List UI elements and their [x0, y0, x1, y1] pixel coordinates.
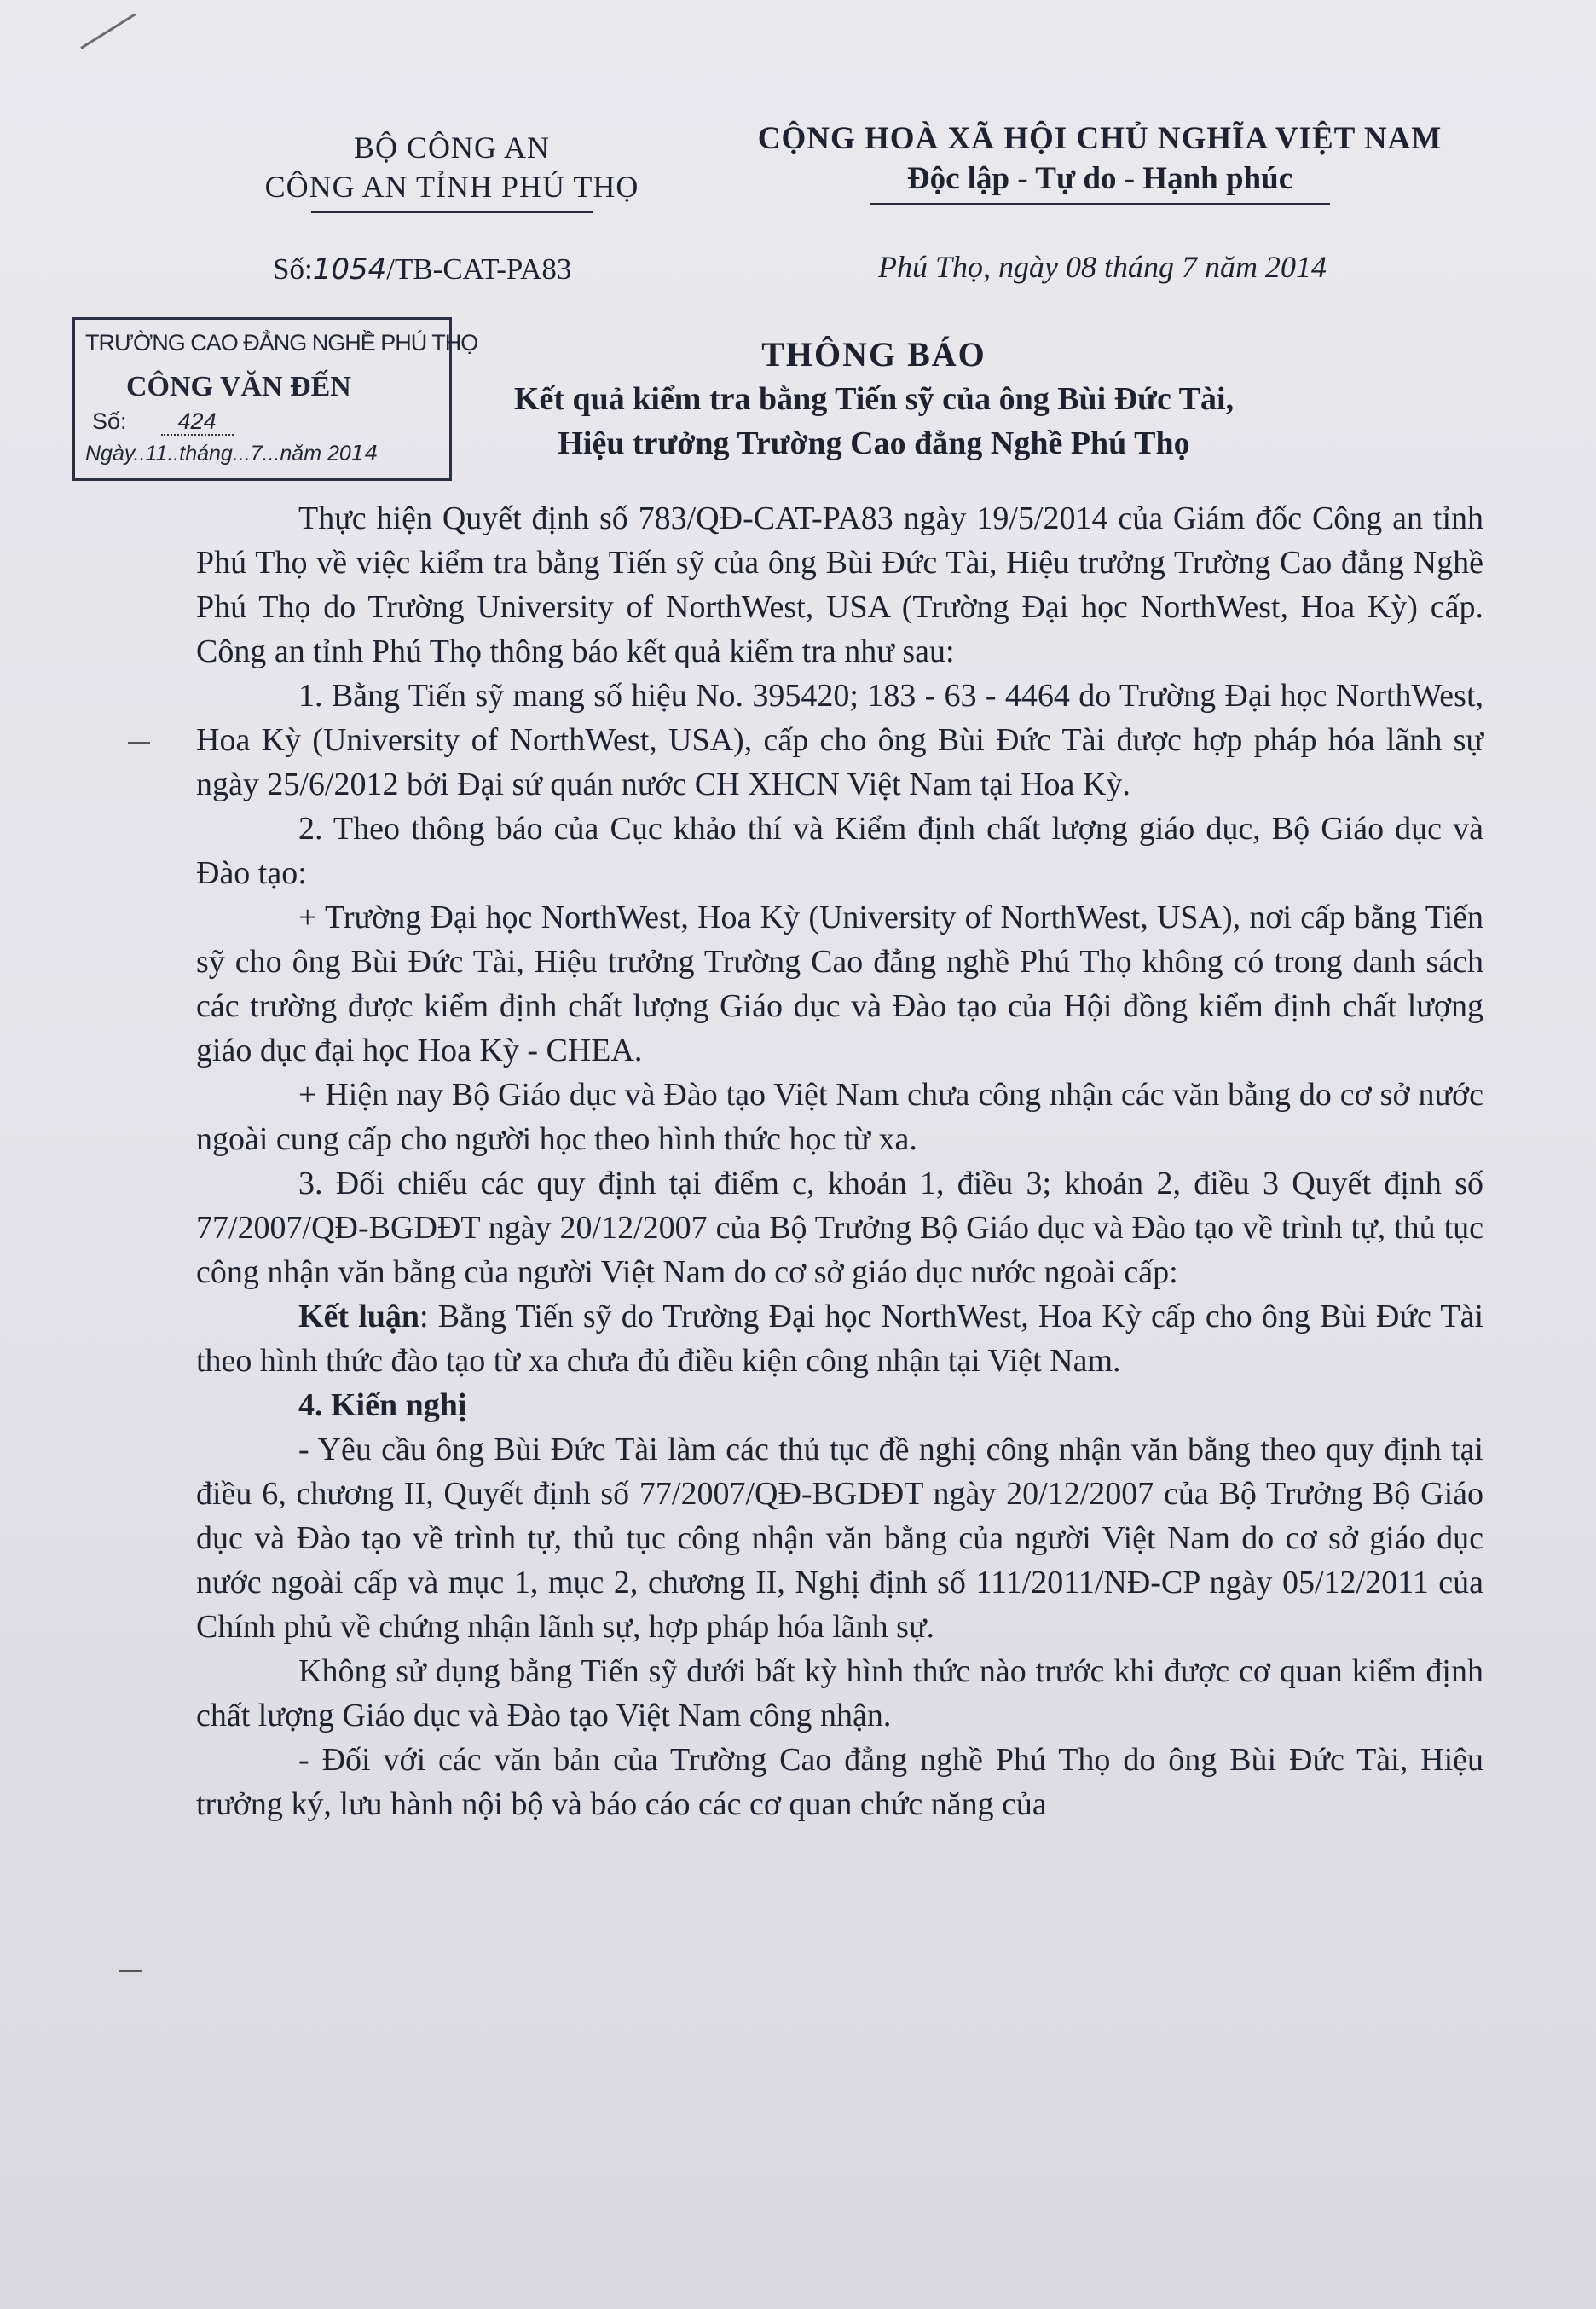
paragraph-intro: Thực hiện Quyết định số 783/QĐ-CAT-PA83 ngày 19/5/2014 của Giám đốc Công an tỉnh Phú Thọ về việc kiểm tra bằng Tiến sỹ của ông Bùi Đức Tài, Hiệu trưởng Trường Cao đẳng Nghề Phú Thọ do Trường University of NorthWest, USA (Trường Đại học NorthWest, Hoa Kỳ) cấp. Công an tỉnh Phú Thọ thông báo kết quả kiểm tra như sau:: [196, 501, 1483, 669]
stamp-number: [92, 408, 234, 435]
stamp-number-value: 424: [161, 408, 234, 436]
place-date: Phú Thọ, ngày 08 tháng 7 năm 2014: [878, 250, 1327, 284]
recommendation-heading: 4. Kiến nghị: [298, 1387, 467, 1423]
margin-mark: [119, 1970, 142, 1972]
paragraph-item-2b: + Hiện nay Bộ Giáo dục và Đào tạo Việt Nam chưa công nhận các văn bằng do cơ sở nước ngoài cung cấp cho người học theo hình thức học từ xa.: [196, 1077, 1483, 1157]
stamp-institution: TRƯỜNG CAO ĐẲNG NGHỀ PHÚ THỌ: [85, 330, 478, 356]
paragraph-conclusion: [196, 1294, 1483, 1383]
notice-body: [196, 496, 1483, 1826]
doc-number-suffix: /TB-CAT-PA83: [386, 252, 572, 286]
notice-title: [426, 333, 1321, 466]
national-header: [716, 119, 1483, 205]
pen-mark: [80, 13, 136, 49]
incoming-stamp: [72, 317, 478, 481]
title-main: THÔNG BÁO: [761, 335, 986, 373]
paragraph-recommendation-1: - Yêu cầu ông Bùi Đức Tài làm các thủ tục đề nghị công nhận văn bằng theo quy định tại điều 6, chương II, Quyết định số 77/2007/QĐ-BGDĐT ngày 20/12/2007 của Bộ Trưởng Bộ Giáo dục và Đào tạo về trình tự, thủ tục công nhận văn bằng của người Việt Nam do cơ sở giáo dục nước ngoài cấp và mục 1, mục 2, chương II, Nghị định số 111/2011/NĐ-CP ngày 05/12/2011 của Chính phủ về chứng nhận lãnh sự, hợp pháp hóa lãnh sự.: [196, 1432, 1483, 1645]
paragraph-item-3: 3. Đối chiếu các quy định tại điểm c, khoản 1, điều 3; khoản 2, điều 3 Quyết định số 77/2007/QĐ-BGDĐT ngày 20/12/2007 của Bộ Trưởng Bộ Giáo dục và Đào tạo về trình tự, thủ tục công nhận văn bằng của người Việt Nam do cơ sở giáo dục nước ngoài cấp:: [196, 1166, 1483, 1290]
paragraph-item-2a: + Trường Đại học NorthWest, Hoa Kỳ (University of NorthWest, USA), nơi cấp bằng Tiến sỹ cho ông Bùi Đức Tài, Hiệu trưởng Trường Cao đẳng nghề Phú Thọ không có trong danh sách các trường được kiểm định chất lượng Giáo dục và Đào tạo của Hội đồng kiểm định chất lượng giáo dục đại học Hoa Kỳ - CHEA.: [196, 900, 1483, 1068]
motto-underline: [870, 203, 1330, 205]
title-subject-line1: Kết quả kiểm tra bằng Tiến sỹ của ông Bùi Đức Tài,: [513, 381, 1235, 417]
stamp-number-label: Số:: [92, 408, 127, 434]
stamp-label: CÔNG VĂN ĐẾN: [126, 371, 351, 402]
ministry-name: BỘ CÔNG AN: [353, 130, 551, 165]
agency-name: CÔNG AN TỈNH PHÚ THỌ: [264, 170, 639, 204]
conclusion-text: : Bằng Tiến sỹ do Trường Đại học NorthWest, Hoa Kỳ cấp cho ông Bùi Đức Tài theo hình thức đào tạo từ xa chưa đủ điều kiện công nhận tại Việt Nam.: [196, 1299, 1484, 1379]
header-underline: [311, 211, 593, 213]
national-motto: Độc lập - Tự do - Hạnh phúc: [906, 161, 1293, 196]
document-number: [273, 252, 571, 286]
paragraph-recommendation-2: Không sử dụng bằng Tiến sỹ dưới bất kỳ hình thức nào trước khi được cơ quan kiểm định chất lượng Giáo dục và Đào tạo Việt Nam công nhận.: [196, 1653, 1483, 1733]
title-subject-line2: Hiệu trưởng Trường Cao đẳng Nghề Phú Thọ: [558, 425, 1190, 461]
doc-number-prefix: Số:: [273, 252, 313, 286]
doc-number-handwritten: 1054: [312, 252, 387, 286]
paragraph-item-4-heading: [196, 1383, 1483, 1427]
issuer-header: [222, 128, 682, 213]
paragraph-item-1: 1. Bằng Tiến sỹ mang số hiệu No. 395420; 183 - 63 - 4464 do Trường Đại học NorthWest, Hoa Kỳ (University of NorthWest, USA), cấp cho ông Bùi Đức Tài được hợp pháp hóa lãnh sự ngày 25/6/2012 bởi Đại sứ quán nước CH XHCN Việt Nam tại Hoa Kỳ.: [196, 678, 1483, 802]
margin-mark: [128, 742, 150, 744]
stamp-date-label: Ngày..11..tháng...7...năm 20: [85, 442, 351, 466]
paragraph-recommendation-3: - Đối với các văn bản của Trường Cao đẳng nghề Phú Thọ do ông Bùi Đức Tài, Hiệu trưởng ký, lưu hành nội bộ và báo cáo các cơ quan chức năng của: [196, 1742, 1483, 1822]
stamp-date: [85, 441, 379, 466]
conclusion-label: Kết luận: [298, 1299, 420, 1334]
paragraph-item-2: 2. Theo thông báo của Cục khảo thí và Kiểm định chất lượng giáo dục, Bộ Giáo dục và Đào tạo:: [196, 811, 1483, 891]
nation-name: CỘNG HOÀ XÃ HỘI CHỦ NGHĨA VIỆT NAM: [757, 121, 1443, 156]
stamp-date-year: 14: [350, 441, 379, 466]
